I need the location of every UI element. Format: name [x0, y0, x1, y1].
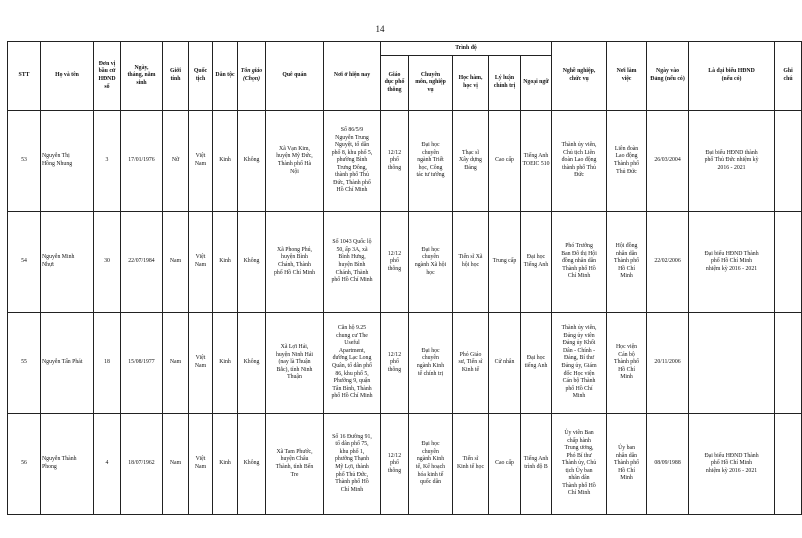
cell-ngay-vao-dang: 08/09/1988	[647, 414, 689, 515]
cell-chuyen-mon: Đại học chuyên ngành Xã hội học	[409, 212, 453, 313]
header-dan-toc: Dân tộc	[213, 42, 238, 111]
cell-noi-o: Số 86/5/9 Nguyễn Trung Nguyệt, tổ dân phố 8, khu phố 5, phường Bình Trưng Đông, thành phố Thủ Đức, Thành phố Hồ Chí Minh	[324, 111, 381, 212]
cell-noi-lam-viec: Học viện Cán bộ Thành phố Hồ Chí Minh	[607, 313, 647, 414]
cell-nghe-nghiep: Thành ủy viên, Đảng ủy viên Đảng ủy Khối Dân - Chính - Đảng, Bí thư Đảng ủy, Giám đốc Học viện Cán bộ Thành phố Hồ Chí Minh	[552, 313, 607, 414]
cell-ly-luan: Cử nhân	[489, 313, 521, 414]
cell-quoc-tich: Việt Nam	[189, 414, 213, 515]
cell-ton-giao: Không	[238, 313, 266, 414]
header-nghe-nghiep: Nghề nghiệp, chức vụ	[552, 42, 607, 111]
header-ngoai-ngu: Ngoại ngữ	[521, 56, 552, 111]
header-trinh-do: Trình độ	[381, 42, 552, 56]
cell-stt: 53	[8, 111, 41, 212]
cell-gd-pho-thong: 12/12 phổ thông	[381, 212, 409, 313]
cell-hoc-ham: Thạc sĩ Xây dựng Đảng	[453, 111, 489, 212]
cell-ngay-sinh: 18/07/1962	[121, 414, 163, 515]
cell-ghi-chu	[775, 111, 802, 212]
header-hoc-ham: Học hàm, học vị	[453, 56, 489, 111]
cell-dai-bieu: Đại biểu HĐND thành phố Thủ Đức nhiệm kỳ 2016 - 2021	[689, 111, 775, 212]
header-don-vi: Đơn vị bầu cử HĐND số	[94, 42, 121, 111]
cell-gioi-tinh: Nam	[163, 212, 189, 313]
header-ton-giao: Tôn giáo (Chọn)	[238, 42, 266, 111]
cell-ngay-vao-dang: 26/03/2004	[647, 111, 689, 212]
cell-quoc-tich: Việt Nam	[189, 313, 213, 414]
cell-gioi-tinh: Nam	[163, 313, 189, 414]
cell-ly-luan: Cao cấp	[489, 414, 521, 515]
cell-stt: 54	[8, 212, 41, 313]
cell-dai-bieu	[689, 313, 775, 414]
cell-gioi-tinh: Nữ	[163, 111, 189, 212]
cell-noi-lam-viec: Ủy ban nhân dân Thành phố Hồ Chí Minh	[607, 414, 647, 515]
cell-gd-pho-thong: 12/12 phổ thông	[381, 414, 409, 515]
cell-ngay-vao-dang: 22/02/2006	[647, 212, 689, 313]
header-noi-lam-viec: Nơi làm việc	[607, 42, 647, 111]
header-ngay-vao-dang: Ngày vào Đảng (nếu có)	[647, 42, 689, 111]
cell-gioi-tinh: Nam	[163, 414, 189, 515]
cell-ghi-chu	[775, 212, 802, 313]
header-noi-o: Nơi ở hiện nay	[324, 42, 381, 111]
cell-noi-o: Số 16 Đường 91, tổ dân phố 75, khu phố 1, phường Thạnh Mỹ Lợi, thành phố Thủ Đức, Thành phố Hồ Chí Minh	[324, 414, 381, 515]
cell-ton-giao: Không	[238, 111, 266, 212]
cell-gd-pho-thong: 12/12 phổ thông	[381, 313, 409, 414]
cell-ngoai-ngu: Tiếng Anh TOEIC 510	[521, 111, 552, 212]
cell-que-quan: Xã Lợi Hải, huyện Ninh Hải (nay là Thuận Bắc), tỉnh Ninh Thuận	[266, 313, 324, 414]
cell-don-vi: 30	[94, 212, 121, 313]
table-row	[8, 313, 802, 414]
cell-noi-lam-viec: Hội đồng nhân dân Thành phố Hồ Chí Minh	[607, 212, 647, 313]
cell-dan-toc: Kinh	[213, 313, 238, 414]
cell-hoc-ham: Phó Giáo sư, Tiến sĩ Kinh tế	[453, 313, 489, 414]
header-ngay-sinh: Ngày, tháng, năm sinh	[121, 42, 163, 111]
cell-dan-toc: Kinh	[213, 111, 238, 212]
cell-ngay-sinh: 17/01/1976	[121, 111, 163, 212]
cell-ngoai-ngu: Tiếng Anh trình độ B	[521, 414, 552, 515]
table-row	[8, 111, 802, 212]
cell-hoc-ham: Tiến sĩ Xã hội học	[453, 212, 489, 313]
cell-quoc-tich: Việt Nam	[189, 212, 213, 313]
cell-hoc-ham: Tiến sĩ Kinh tế học	[453, 414, 489, 515]
header-chuyen-mon: Chuyên môn, nghiệp vụ	[409, 56, 453, 111]
cell-ly-luan: Trung cấp	[489, 212, 521, 313]
cell-don-vi: 18	[94, 313, 121, 414]
header-ly-luan: Lý luận chính trị	[489, 56, 521, 111]
cell-ho-ten: Nguyễn Minh Nhựt	[41, 212, 94, 313]
cell-dai-bieu: Đại biểu HĐND Thành phố Hồ Chí Minh nhiệm kỳ 2016 - 2021	[689, 414, 775, 515]
cell-que-quan: Xã Tam Phước, huyện Châu Thành, tỉnh Bến Tre	[266, 414, 324, 515]
cell-ghi-chu	[775, 313, 802, 414]
cell-ghi-chu	[775, 414, 802, 515]
header-gd-pho-thong: Giáo dục phổ thông	[381, 56, 409, 111]
cell-ngoai-ngu: Đại học tiếng Anh	[521, 313, 552, 414]
header-ghi-chu: Ghi chú	[775, 42, 802, 111]
cell-dai-bieu: Đại biểu HĐND Thành phố Hồ Chí Minh nhiệm kỳ 2016 - 2021	[689, 212, 775, 313]
header-ho-ten: Họ và tên	[41, 42, 94, 111]
cell-chuyen-mon: Đại học chuyên ngành Kinh tế chính trị	[409, 313, 453, 414]
cell-stt: 56	[8, 414, 41, 515]
cell-chuyen-mon: Đại học chuyên ngành Triết học, Công tác tư tưởng	[409, 111, 453, 212]
cell-nghe-nghiep: Phó Trưởng Ban Đô thị Hội đồng nhân dân Thành phố Hồ Chí Minh	[552, 212, 607, 313]
cell-ton-giao: Không	[238, 212, 266, 313]
cell-ngay-sinh: 15/08/1977	[121, 313, 163, 414]
cell-quoc-tich: Việt Nam	[189, 111, 213, 212]
cell-nghe-nghiep: Thành ủy viên, Chủ tịch Liên đoàn Lao động thành phố Thủ Đức	[552, 111, 607, 212]
cell-ho-ten: Nguyễn Thành Phong	[41, 414, 94, 515]
table-row	[8, 212, 802, 313]
cell-noi-o: Số 1043 Quốc lộ 50, ấp 3A, xã Bình Hưng, huyện Bình Chánh, Thành phố Hồ Chí Minh	[324, 212, 381, 313]
cell-ngay-sinh: 22/07/1984	[121, 212, 163, 313]
cell-don-vi: 4	[94, 414, 121, 515]
cell-dan-toc: Kinh	[213, 212, 238, 313]
cell-chuyen-mon: Đại học chuyên ngành Kinh tế, Kế hoạch hóa kinh tế quốc dân	[409, 414, 453, 515]
cell-ngoai-ngu: Đại học Tiếng Anh	[521, 212, 552, 313]
header-row-top	[8, 42, 802, 56]
cell-stt: 55	[8, 313, 41, 414]
header-gioi-tinh: Giới tính	[163, 42, 189, 111]
cell-ly-luan: Cao cấp	[489, 111, 521, 212]
header-que-quan: Quê quán	[266, 42, 324, 111]
cell-ton-giao: Không	[238, 414, 266, 515]
cell-ho-ten: Nguyễn Thị Hồng Nhung	[41, 111, 94, 212]
table-row	[8, 414, 802, 515]
cell-noi-o: Căn hộ 9.25 chung cư The Useful Apartment, đường Lạc Long Quân, tổ dân phố 86, khu phố 5, Phường 9, quận Tân Bình, Thành phố Hồ Chí Minh	[324, 313, 381, 414]
header-dai-bieu: Là đại biểu HĐND (nếu có)	[689, 42, 775, 111]
cell-que-quan: Xã Phong Phú, huyện Bình Chánh, Thành phố Hồ Chí Minh	[266, 212, 324, 313]
cell-don-vi: 3	[94, 111, 121, 212]
header-quoc-tich: Quốc tịch	[189, 42, 213, 111]
cell-ho-ten: Nguyễn Tấn Phát	[41, 313, 94, 414]
candidate-table	[7, 41, 802, 515]
header-stt: STT	[8, 42, 41, 111]
page-number: 14	[375, 24, 385, 34]
cell-noi-lam-viec: Liên đoàn Lao động Thành phố Thủ Đức	[607, 111, 647, 212]
cell-nghe-nghiep: Ủy viên Ban chấp hành Trung ương, Phó Bí thư Thành ủy, Chủ tịch Ủy ban nhân dân Thành phố Hồ Chí Minh	[552, 414, 607, 515]
cell-ngay-vao-dang: 20/11/2006	[647, 313, 689, 414]
cell-dan-toc: Kinh	[213, 414, 238, 515]
cell-gd-pho-thong: 12/12 phổ thông	[381, 111, 409, 212]
cell-que-quan: Xã Vạn Kim, huyện Mỹ Đức, Thành phố Hà Nội	[266, 111, 324, 212]
